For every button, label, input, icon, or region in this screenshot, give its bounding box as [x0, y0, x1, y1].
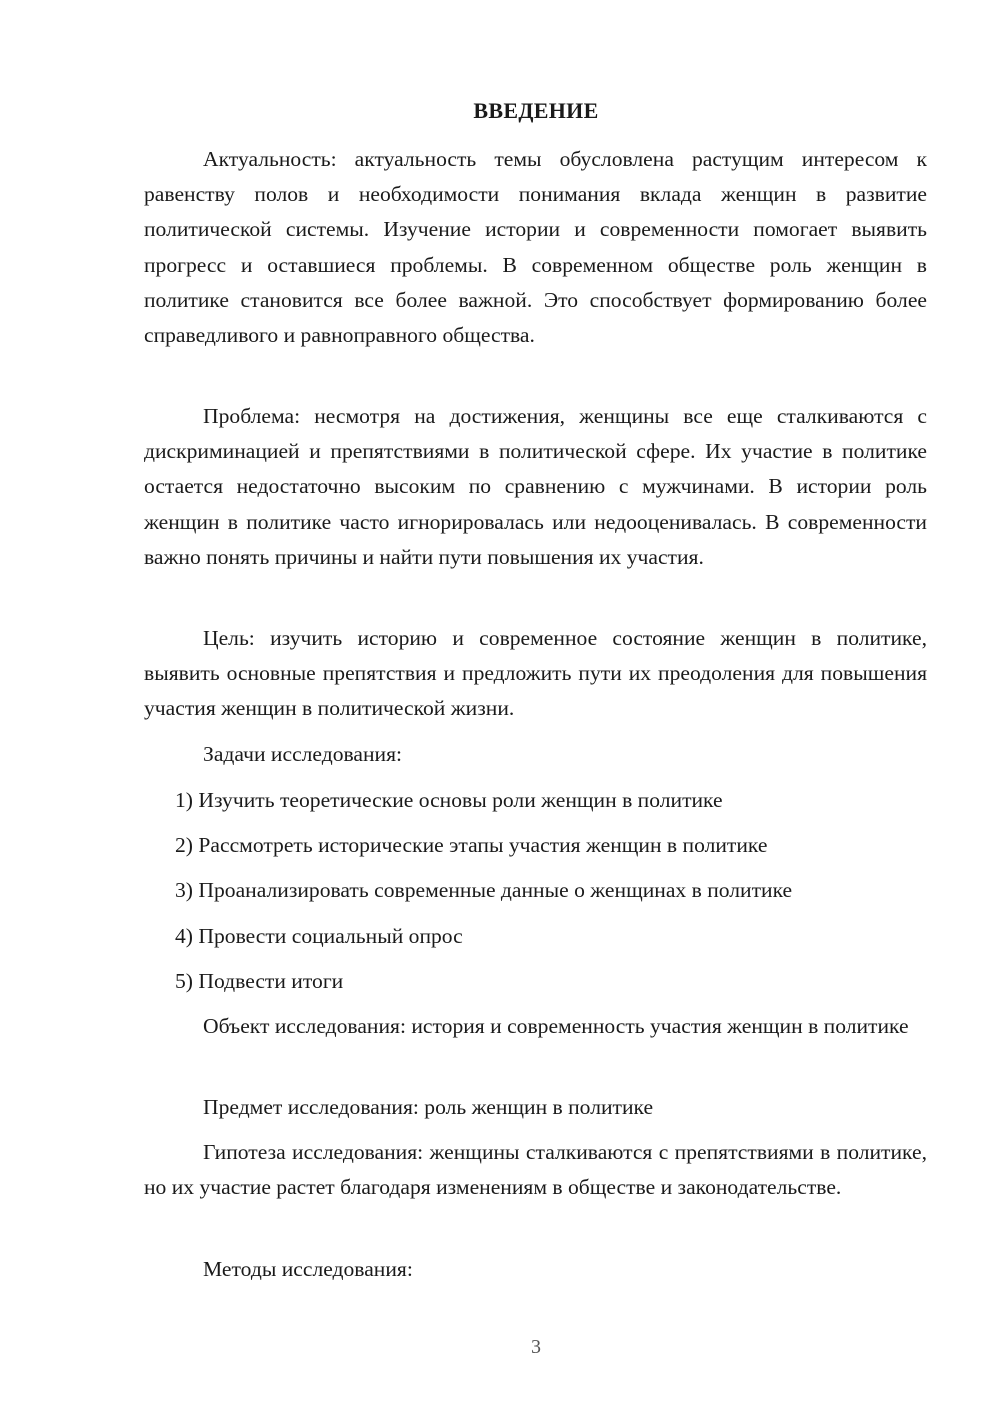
object-paragraph: Объект исследования: история и современность участия женщин в политике — [203, 1014, 909, 1038]
task-item-4: 4) Провести социальный опрос — [175, 924, 463, 948]
tasks-title: Задачи исследования: — [203, 742, 403, 766]
task-item-5: 5) Подвести итоги — [175, 969, 344, 993]
goal-paragraph: Цель: изучить историю и современное состояние женщин в политике, выявить основные препятствия и предложить пути их преодоления для повышения участия женщин в политической жизни. — [144, 626, 927, 721]
task-item-2: 2) Рассмотреть исторические этапы участия женщин в политике — [175, 833, 768, 857]
problem-paragraph: Проблема: несмотря на достижения, женщины все еще сталкиваются с дискриминацией и препятствиями в политической сфере. Их участие в политике остается недостаточно высоким по сравнению с мужчинами. В истории роль женщин в политике часто игнорировалась или недооценивалась. В современности важно понять причины и найти пути повышения их участия. — [144, 404, 927, 569]
page-number: 3 — [531, 1336, 541, 1358]
task-item-3: 3) Проанализировать современные данные о женщинах в политике — [175, 878, 793, 902]
relevance-paragraph: Актуальность: актуальность темы обусловлена растущим интересом к равенству полов и необходимости понимания вклада женщин в развитие политической системы. Изучение истории и современности помогает выявить прогресс и оставшиеся проблемы. В современном обществе роль женщин в политике становится все более важной. Это способствует формированию более справедливого и равноправного общества. — [144, 147, 927, 348]
subject-paragraph: Предмет исследования: роль женщин в политике — [203, 1095, 654, 1119]
methods-title: Методы исследования: — [203, 1257, 413, 1281]
task-item-1: 1) Изучить теоретические основы роли женщин в политике — [175, 788, 723, 812]
section-heading: ВВЕДЕНИЕ — [473, 98, 599, 123]
hypothesis-paragraph: Гипотеза исследования: женщины сталкиваются с препятствиями в политике, но их участие растет благодаря изменениям в обществе и законодательстве. — [144, 1140, 927, 1200]
